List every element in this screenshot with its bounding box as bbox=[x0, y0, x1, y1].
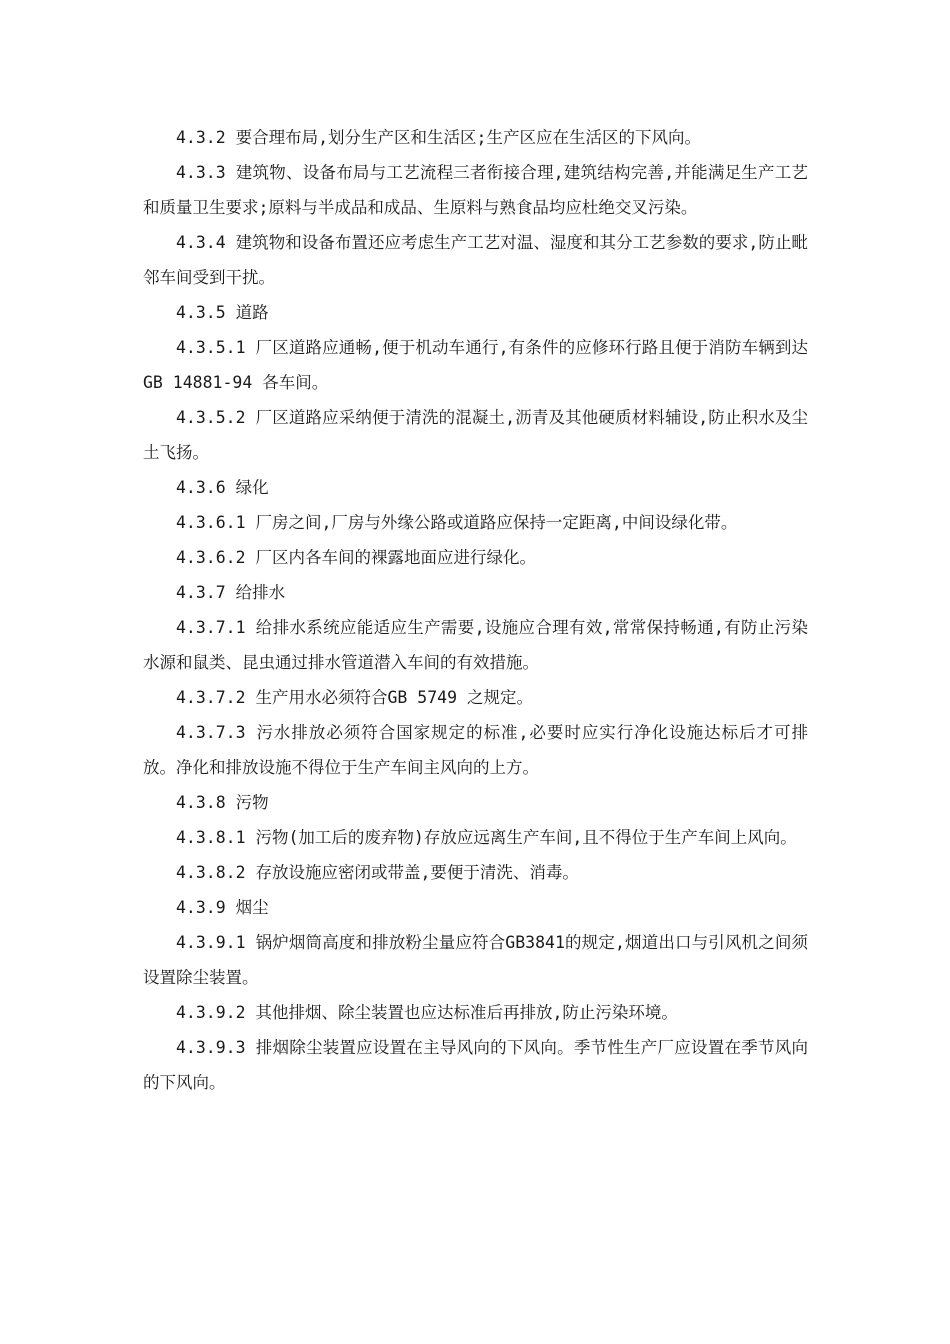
paragraph-4-3-8-2: 4.3.8.2 存放设施应密闭或带盖,要便于清洗、消毒。 bbox=[176, 863, 579, 882]
heading-4-3-9: 4.3.9 烟尘 bbox=[176, 898, 269, 917]
paragraph-4-3-7-1: 4.3.7.1 给排水系统应能适应生产需要,设施应合理有效,常常保持畅通,有防止污染水源和鼠类、昆虫通过排水管道潜入车间的有效措施。 bbox=[143, 618, 808, 672]
paragraph-4-3-9-3: 4.3.9.3 排烟除尘装置应设置在主导风向的下风向。季节性生产厂应设置在季节风向的下风向。 bbox=[143, 1038, 808, 1092]
paragraph-4-3-8-1: 4.3.8.1 污物(加工后的废弃物)存放应远离生产车间,且不得位于生产车间上风向。 bbox=[176, 828, 797, 847]
paragraph-4-3-3: 4.3.3 建筑物、设备布局与工艺流程三者衔接合理,建筑结构完善,并能满足生产工艺和质量卫生要求;原料与半成品和成品、生原料与熟食品均应杜绝交叉污染。 bbox=[143, 163, 808, 217]
paragraph-4-3-7-2: 4.3.7.2 生产用水必须符合GB 5749 之规定。 bbox=[176, 688, 533, 707]
paragraph-4-3-5-2: 4.3.5.2 厂区道路应采纳便于清洗的混凝土,沥青及其他硬质材料辅设,防止积水及尘土飞扬。 bbox=[143, 408, 808, 462]
heading-4-3-5: 4.3.5 道路 bbox=[176, 303, 269, 322]
paragraph-4-3-6-2: 4.3.6.2 厂区内各车间的裸露地面应进行绿化。 bbox=[176, 548, 536, 567]
heading-4-3-6: 4.3.6 绿化 bbox=[176, 478, 269, 497]
paragraph-4-3-9-1: 4.3.9.1 锅炉烟筒高度和排放粉尘量应符合GB3841的规定,烟道出口与引风机之间须设置除尘装置。 bbox=[143, 933, 808, 987]
paragraph-4-3-2: 4.3.2 要合理布局,划分生产区和生活区;生产区应在生活区的下风向。 bbox=[176, 128, 701, 147]
paragraph-4-3-5-1: 4.3.5.1 厂区道路应通畅,便于机动车通行,有条件的应修环行路且便于消防车辆到达 GB 14881-94 各车间。 bbox=[143, 338, 808, 392]
heading-4-3-8: 4.3.8 污物 bbox=[176, 793, 269, 812]
heading-4-3-7: 4.3.7 给排水 bbox=[176, 583, 286, 602]
paragraph-4-3-9-2: 4.3.9.2 其他排烟、除尘装置也应达标准后再排放,防止污染环境。 bbox=[176, 1003, 678, 1022]
paragraph-4-3-4: 4.3.4 建筑物和设备布置还应考虑生产工艺对温、湿度和其分工艺参数的要求,防止毗邻车间受到干扰。 bbox=[143, 233, 808, 287]
paragraph-4-3-6-1: 4.3.6.1 厂房之间,厂房与外缘公路或道路应保持一定距离,中间设绿化带。 bbox=[176, 513, 738, 532]
document-body bbox=[143, 120, 808, 1100]
paragraph-4-3-7-3: 4.3.7.3 污水排放必须符合国家规定的标准,必要时应实行净化设施达标后才可排放。净化和排放设施不得位于生产车间主风向的上方。 bbox=[143, 723, 808, 777]
